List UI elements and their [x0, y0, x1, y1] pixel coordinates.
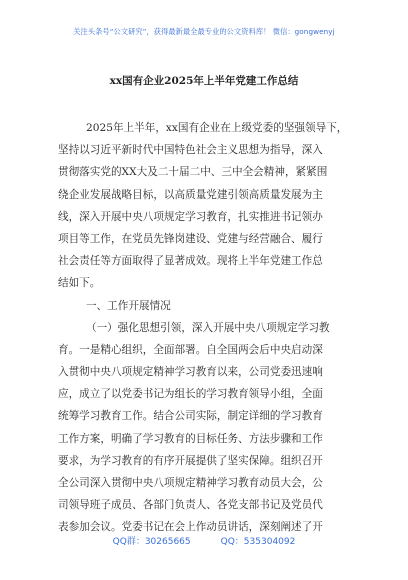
paragraph-line: 入贯彻中央八项规定精神学习教育以来，公司党委迅速响 [58, 366, 323, 379]
paragraph-line: 绕企业发展战略目标，以高质量党建引领高质量发展为主 [58, 188, 323, 201]
document-body [58, 117, 356, 539]
paragraph-line: 统筹学习教育工作。结合公司实际，制定详细的学习教育 [58, 410, 323, 423]
paragraph-line: 社会责任等方面取得了显著成效。现将上半年党建工作总 [58, 255, 323, 268]
paragraph-line: 要求，为学习教育的有序开展提供了坚实保障。组织召开 [58, 454, 323, 467]
paragraph-line: 司领导班子成员、各部门负责人、各党支部书记及党员代 [58, 499, 323, 512]
paragraph-line: 全公司深入贯彻中央八项规定精神学习教育动员大会，公 [58, 477, 323, 489]
qq-group-number: QQ群：30265665 [112, 537, 191, 547]
promo-banner: 关注头条号“公文研究”，获得最新最全最专业的公文资料库！ 微信：gongwenyj [73, 27, 335, 36]
contact-footer [0, 534, 408, 547]
paragraph-line: 坚持以习近平新时代中国特色社会主义思想为指导，深入 [58, 144, 323, 157]
paragraph-line: 应，成立了以党委书记为组长的学习教育领导小组，全面 [58, 388, 323, 401]
qq-number: QQ：535304092 [220, 537, 296, 547]
paragraph-line: 线，深入开展中央八项规定学习教育，扎实推进书记领办 [58, 210, 323, 223]
paragraph-line: 结如下。 [58, 277, 101, 290]
paragraph-line: 工作方案，明确了学习教育的目标任务、方法步骤和工作 [58, 432, 323, 445]
paragraph-line: 贯彻落实党的XX大及二十届二中、三中全会精神，紧紧围 [58, 166, 328, 179]
paragraph-line: 表参加会议。党委书记在会上作动员讲话，深刻阐述了开 [58, 521, 323, 534]
paragraph-line: 项目等工作，在党员先锋岗建设、党建与经营融合、履行 [58, 232, 323, 245]
paragraph-line: （一）强化思想引领，深入开展中央八项规定学习教 [86, 321, 330, 334]
document-title: xx国有企业2025年上半年党建工作总结 [109, 75, 299, 87]
section-heading: 一、工作开展情况 [86, 299, 171, 312]
paragraph-line: 育。一是精心组织，全面部署。自全国两会后中央启动深 [58, 343, 323, 356]
paragraph-line: 2025年上半年，xx国有企业在上级党委的坚强领导下， [86, 122, 348, 134]
